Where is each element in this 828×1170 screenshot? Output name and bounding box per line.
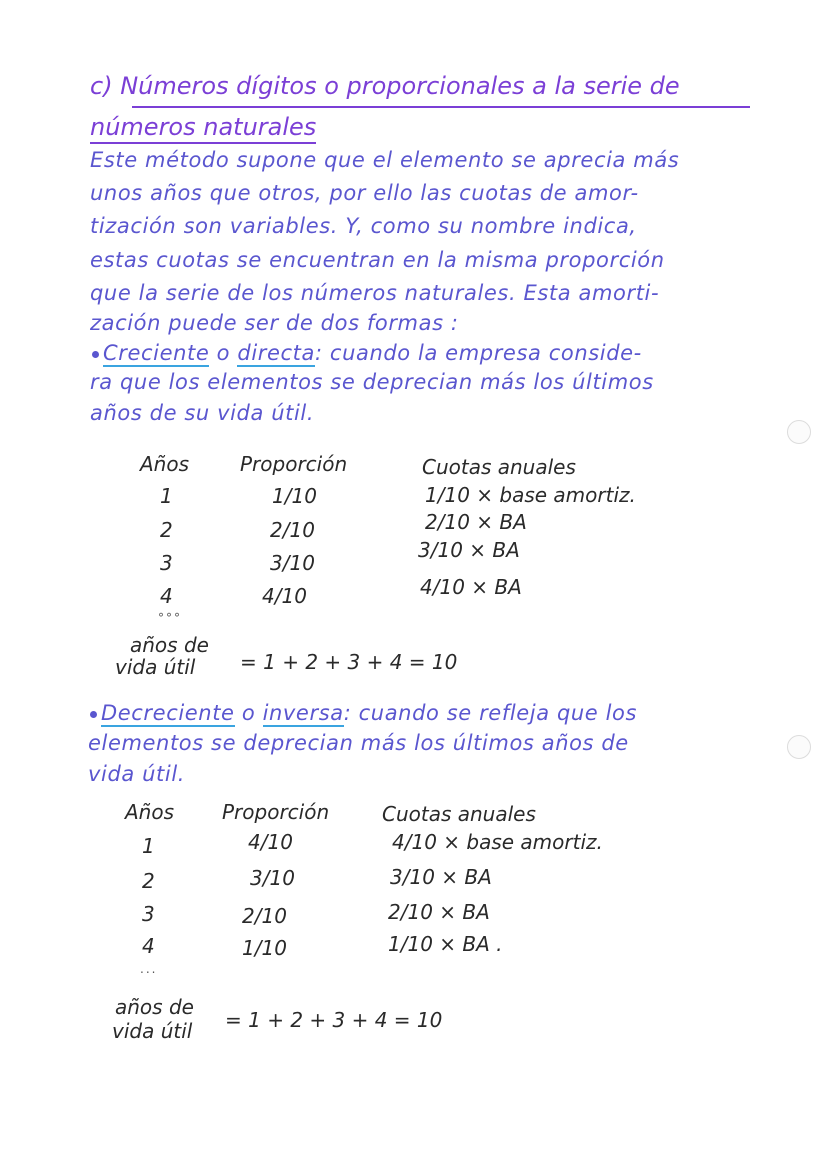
table-ellipsis: °°°	[158, 611, 182, 625]
table-row-1-year: 1	[160, 484, 173, 508]
table-row-3-cuota: 3/10 × BA	[418, 538, 520, 562]
decreciente-text-3: vida útil.	[88, 762, 186, 786]
table-row-1-year: 1	[142, 834, 155, 858]
table-header-anos: Años	[140, 452, 190, 476]
creciente-term: Creciente	[103, 341, 210, 365]
table-row-2-cuota: 2/10 × BA	[425, 510, 527, 534]
table-row-1-cuota: 1/10 × base amortiz.	[425, 483, 636, 507]
directa-term: directa	[237, 341, 315, 365]
table-row-2-year: 2	[142, 869, 155, 893]
table-header-proporcion: Proporción	[240, 452, 348, 476]
decreciente-heading	[90, 701, 637, 725]
decreciente-sum-label-1: años de	[115, 995, 194, 1019]
table-row-4-cuota: 1/10 × BA .	[388, 932, 503, 956]
decreciente-text-1: : cuando se refleja que los	[343, 701, 638, 725]
decreciente-sum-expression: = 1 + 2 + 3 + 4 = 10	[225, 1008, 443, 1032]
table-row-2-prop: 3/10	[250, 866, 295, 890]
creciente-sum-label-1: años de	[130, 633, 209, 657]
binder-hole-top	[787, 420, 811, 444]
creciente-text-3: años de su vida útil.	[90, 401, 315, 425]
intro-line-6: zación puede ser de dos formas :	[90, 311, 459, 335]
inversa-term: inversa	[262, 701, 344, 725]
table-row-1-prop: 1/10	[272, 484, 317, 508]
intro-line-4: estas cuotas se encuentran en la misma proporción	[90, 248, 665, 272]
section-title-line2-text: números naturales	[90, 113, 316, 144]
section-title-line2	[90, 113, 316, 141]
table-row-4-prop: 1/10	[242, 936, 287, 960]
table-row-1-cuota: 4/10 × base amortiz.	[392, 830, 603, 854]
table-row-4-year: 4	[142, 934, 155, 958]
table-header-proporcion: Proporción	[222, 800, 330, 824]
table-header-anos: Años	[125, 800, 175, 824]
decreciente-sum-label-2: vida útil	[112, 1019, 193, 1043]
creciente-sum-expression: = 1 + 2 + 3 + 4 = 10	[240, 650, 458, 674]
table-row-2-cuota: 3/10 × BA	[390, 865, 492, 889]
table-row-2-prop: 2/10	[270, 518, 315, 542]
table-ellipsis: ...	[140, 962, 158, 976]
creciente-text-1: : cuando la empresa conside-	[314, 341, 642, 365]
table-row-3-prop: 2/10	[242, 904, 287, 928]
table-row-2-year: 2	[160, 518, 173, 542]
intro-line-1: Este método supone que el elemento se aprecia más	[90, 148, 680, 172]
table-row-1-prop: 4/10	[248, 830, 293, 854]
creciente-heading	[92, 341, 642, 365]
bullet-icon	[90, 711, 97, 718]
intro-line-2: unos años que otros, por ello las cuotas de amor-	[90, 181, 639, 205]
table-row-3-prop: 3/10	[270, 551, 315, 575]
section-title-line1: c) Números dígitos o proporcionales a la serie de	[90, 72, 680, 100]
binder-hole-bottom	[787, 735, 811, 759]
creciente-text-2: ra que los elementos se deprecian más los últimos	[90, 370, 654, 394]
table-row-4-prop: 4/10	[262, 584, 307, 608]
decreciente-connector: o	[234, 701, 263, 725]
bullet-icon	[92, 351, 99, 358]
creciente-sum-label-2: vida útil	[115, 655, 196, 679]
table-row-3-year: 3	[160, 551, 173, 575]
table-header-cuotas: Cuotas anuales	[382, 802, 536, 826]
table-row-3-year: 3	[142, 902, 155, 926]
title-underline-1	[132, 106, 750, 108]
intro-line-5: que la serie de los números naturales. Esta amorti-	[90, 281, 660, 305]
table-row-4-cuota: 4/10 × BA	[420, 575, 522, 599]
table-header-cuotas: Cuotas anuales	[422, 455, 576, 479]
intro-line-3: tización son variables. Y, como su nombre indica,	[90, 214, 637, 238]
decreciente-text-2: elementos se deprecian más los últimos años de	[88, 731, 629, 755]
decreciente-term: Decreciente	[101, 701, 235, 725]
table-row-3-cuota: 2/10 × BA	[388, 900, 490, 924]
creciente-connector: o	[209, 341, 238, 365]
table-row-4-year: 4	[160, 584, 173, 608]
